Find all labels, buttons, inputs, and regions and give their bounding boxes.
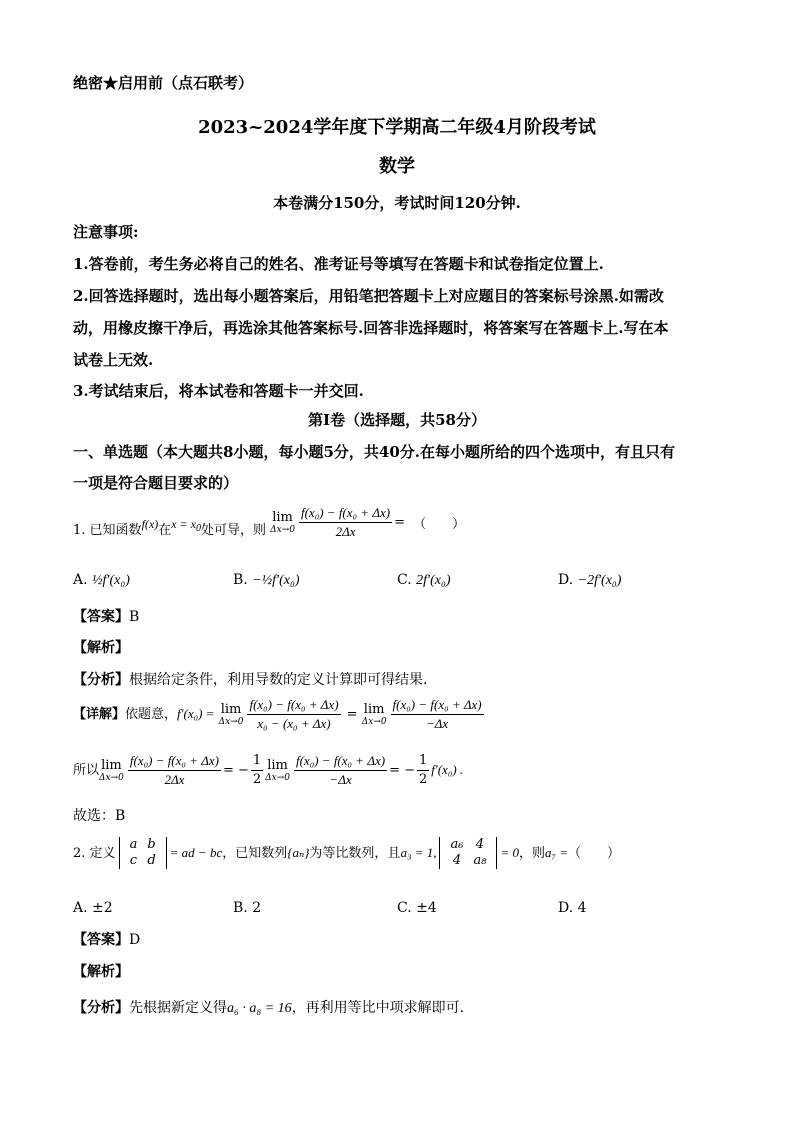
q1-text-a: 已知函数 (89, 523, 142, 538)
q2-fenxi: 【分析】先根据新定义得a₆ · a₈ = 16，再利用等比中项求解即可. (73, 1000, 465, 1016)
q1-analysis-tag: 【解析】 (73, 640, 129, 656)
notes-heading: 注意事项: (73, 223, 139, 241)
q2-def-determinant: a b c d (119, 837, 167, 869)
section-heading-line-2: 一项是符合题目要求的） (73, 474, 239, 492)
q1-option-c: C. 2f′(x₀) (397, 572, 451, 588)
section-heading-line-1: 一、单选题（本大题共8小题，每小题5分，共40分.在每小题所给的四个选项中，有且只有 (73, 443, 675, 461)
q1-fenxi: 【分析】根据给定条件，利用导数的定义计算即可得结果. (73, 672, 428, 688)
q1-text-c: 处可导，则 (200, 523, 266, 538)
q1-eq: = (394, 515, 405, 530)
notes-item-3: 3.考试结束后，将本试卷和答题卡一并交回. (73, 382, 364, 400)
q1-so-fraction-2: $\frac{\text{f(x₀) − f(x₀ + Δx)}}{-\Delta x}$ (295, 753, 386, 787)
q1-answer: 【答案】B (73, 609, 140, 625)
part-title: 第I卷（选择题，共58分） (308, 411, 486, 429)
q1-fraction: $\frac{\text{f(x₀) − f(x₀ + Δx)}}{2\Delta x}$ (300, 505, 391, 539)
q2-option-a: A. ±2 (73, 900, 113, 916)
q1-so: 所以 lim Δx→0 $\frac{\text{f(x₀) − f(x₀ + Δx)}}{2\Delta x}$ = − $\frac{1}{2}$ lim Δx→0 $\frac{\text{f(x₀) − f(x₀ + Δx)}}{-\Delta x}$ = − $\frac{1}{2}$ f′(x₀) . (73, 753, 464, 787)
q2-stem: 2. 定义 a b c d = ad − bc，已知数列{aₙ}为等比数列，且a₃ = 1, a₆ 4 4 a₈ = 0，则a₇ =（ ） (73, 837, 621, 868)
q1-detail-fraction-2: $\frac{\text{f(x₀) − f(x₀ + Δx)}}{-\Delta x}$ (392, 697, 482, 731)
q1-fx: f(x) (141, 517, 159, 531)
q1-stem (73, 505, 466, 549)
q2-option-c: C. ±4 (397, 900, 437, 916)
q2-cond-determinant: a₆ 4 4 a₈ (439, 837, 497, 869)
q1-option-b: B. −½f′(x₀) (233, 572, 300, 588)
notes-item-2-line-1: 2.回答选择题时，选出每小题答案后，用铅笔把答题卡上对应题目的答案标号涂黑.如需改 (73, 287, 664, 305)
q1-number: 1. (73, 523, 86, 538)
q1-option-d: D. −2f′(x₀) (558, 572, 622, 588)
q1-limit: lim Δx→0 (270, 509, 295, 535)
q2-option-d: D. 4 (558, 900, 587, 916)
notes-item-2-line-2: 动，用橡皮擦干净后，再选涂其他答案标号.回答非选择题时，将答案写在答题卡上.写在本 (73, 319, 669, 337)
notes-item-1: 1.答卷前，考生务必将自己的姓名、准考证号等填写在答题卡和试卷指定位置上. (73, 255, 604, 273)
q1-paren: （ ） (413, 517, 466, 532)
q1-so-fraction-1: $\frac{\text{f(x₀) − f(x₀ + Δx)}}{2\Delta x}$ (129, 753, 219, 787)
q2-answer: 【答案】D (73, 932, 141, 948)
q2-analysis-tag: 【解析】 (73, 964, 129, 980)
q1-cond: $x = x_0$ (171, 517, 201, 534)
q1-detail-fraction-1: $\frac{\text{f(x₀) − f(x₀ + Δx)}}{\text{x₀ − (x₀ + Δx)}}$ (249, 697, 339, 731)
exam-info: 本卷满分150分，考试时间120分钟. (273, 194, 521, 212)
q1-choose: 故选：B (73, 808, 126, 824)
q1-option-a: A. ½f′(x₀) (73, 572, 130, 588)
q2-option-b: B. 2 (233, 900, 262, 916)
q1-detail: 【详解】依题意，f′(x₀) = lim Δx→0 $\frac{\text{f(x₀) − f(x₀ + Δx)}}{\text{x₀ − (x₀ + Δx)}}$ = lim Δx→0 $\frac{\text{f(x₀) − f(x₀ + Δx)}}{-\Delta x}$ (73, 697, 482, 731)
notes-item-2-line-3: 试卷上无效. (73, 351, 154, 369)
exam-title: 2023~2024学年度下学期高二年级4月阶段考试 (198, 117, 596, 138)
q1-text-b: 在 (158, 523, 172, 538)
confidential-label: 绝密★启用前（点石联考） (73, 74, 254, 92)
subject-title: 数学 (379, 156, 415, 177)
